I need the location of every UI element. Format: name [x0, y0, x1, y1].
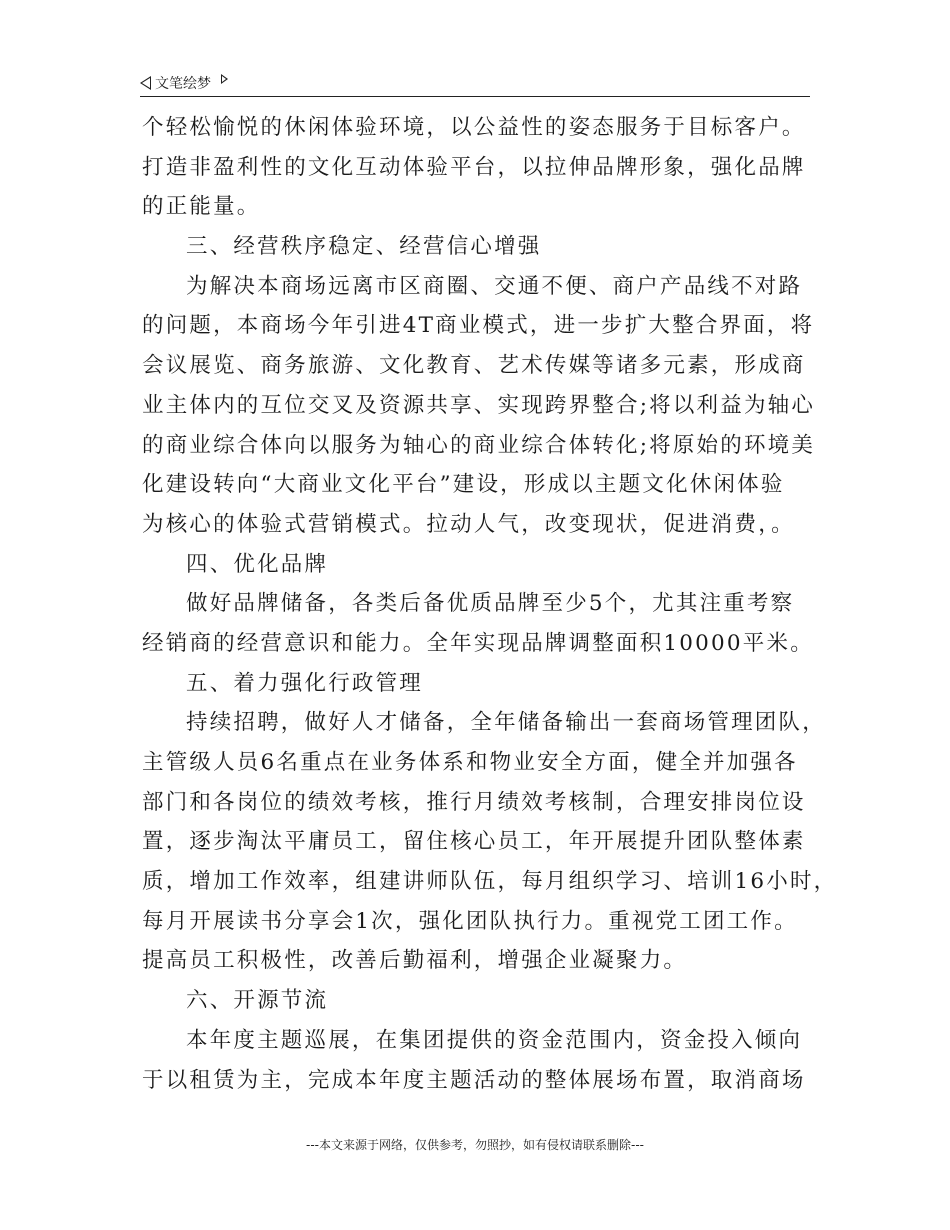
document-body: [142, 108, 838, 1100]
header-brand: 文笔绘梦: [155, 76, 211, 92]
body-line: 每月开展读书分享会1次，强化团队执行力。重视党工团工作。: [142, 908, 798, 934]
body-line: 会议展览、商务旅游、文化教育、艺术传媒等诸多元素，形成商: [142, 353, 806, 379]
section-heading: 五、着力强化行政管理: [186, 670, 424, 696]
body-line: 业主体内的互位交叉及资源共享、实现跨界整合;将以利益为轴心: [142, 392, 816, 418]
body-line: 主管级人员6名重点在业务体系和物业安全方面，健全并加强各: [142, 750, 798, 775]
section-heading: 六、开源节流: [186, 988, 329, 1014]
body-line: 本年度主题巡展，在集团提供的资金范围内，资金投入倾向: [186, 1027, 803, 1053]
triangle-left-icon: [140, 76, 151, 90]
body-line: 化建设转向“大商业文化平台”建设，形成以主题文化休闲体验: [142, 472, 785, 498]
body-line: 于以租赁为主，完成本年度主题活动的整体展场布置，取消商场: [142, 1067, 806, 1093]
body-line: 置，逐步淘汰平庸员工，留住核心员工，年开展提升团队整体素: [142, 829, 806, 855]
section-heading: 四、优化品牌: [186, 551, 329, 577]
section-heading: 三、经营秩序稳定、经营信心增强: [186, 234, 542, 260]
body-line: 部门和各岗位的绩效考核，推行月绩效考核制，合理安排岗位设: [142, 789, 806, 815]
body-line: 做好品牌储备，各类后备优质品牌至少5个，尤其注重考察: [186, 591, 795, 617]
page-footer: ---本文来源于网络，仅供参考，勿照抄，如有侵权请联系删除---: [306, 1138, 644, 1152]
body-line: 提高员工积极性，改善后勤福利，增强企业凝聚力。: [142, 948, 688, 974]
body-line: 质，增加工作效率，组建讲师队伍，每月组织学习、培训16小时，: [142, 869, 838, 895]
body-line: 为解决本商场远离市区商圈、交通不便、商户产品线不对路: [186, 273, 803, 299]
body-line: 打造非盈利性的文化互动体验平台，以拉伸品牌形象，强化品牌: [142, 154, 806, 180]
body-line: 的正能量。: [142, 194, 261, 220]
body-line: 的问题，本商场今年引进4T商业模式，进一步扩大整合界面，将: [142, 313, 815, 339]
body-line: 为核心的体验式营销模式。拉动人气，改变现状，促进消费，。: [142, 511, 795, 537]
triangle-right-icon: [221, 74, 228, 84]
body-line: 的商业综合体向以服务为轴心的商业综合体转化;将原始的环境美: [142, 432, 816, 458]
body-line: 经销商的经营意识和能力。全年实现品牌调整面积10000平米。: [142, 630, 814, 656]
page-header: [140, 70, 810, 97]
body-line: 持续招聘，做好人才储备，全年储备输出一套商场管理团队，: [186, 710, 826, 736]
body-line: 个轻松愉悦的休闲体验环境，以公益性的姿态服务于目标客户。: [142, 115, 806, 140]
